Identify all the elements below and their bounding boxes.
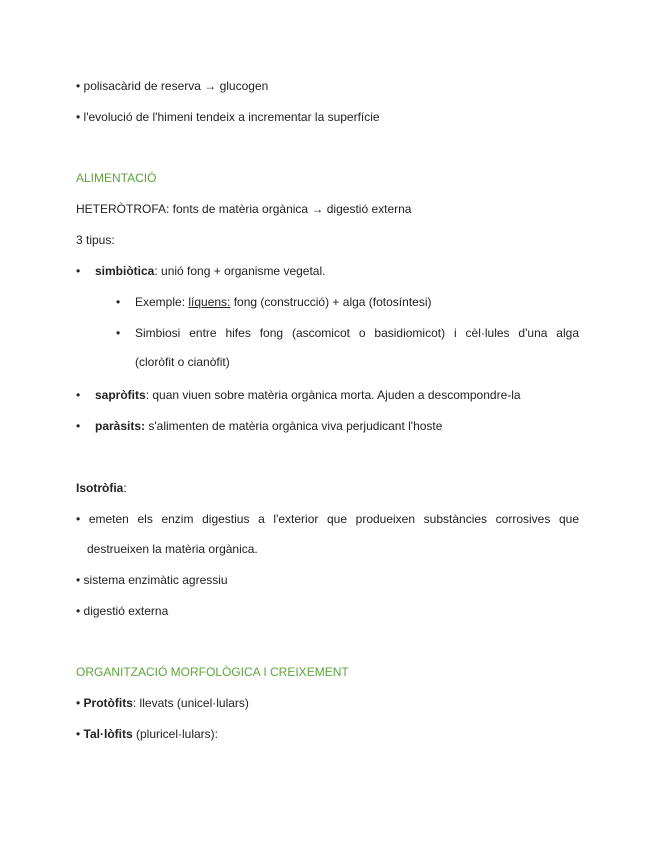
liquens-text: fong (construcció) + alga (fotosíntesi) (230, 295, 432, 309)
saprofits-text: : quan viuen sobre matèria orgànica morta. Ajuden a descompondre-la (145, 388, 521, 402)
term-parasits: paràsits: (95, 419, 146, 433)
term-talofits: Tal·lòfits (83, 727, 133, 741)
heterotrofa-line: HETERÒTROFA: fonts de matèria orgànica → digestió externa (76, 202, 412, 216)
isotrofia-bullet-1-line-2: destrueixen la matèria orgànica. (87, 542, 258, 556)
list-item-exemple-liquens (116, 294, 431, 310)
exemple-label: Exemple: (135, 295, 189, 309)
list-item-protofits (76, 695, 249, 711)
isotrofia-bullet-1-line-1: • emeten els enzim digestius a l'exterior que produeixen substàncies corrosives que (76, 512, 579, 526)
simbiosi-line-1: Simbiosi entre hifes fong (ascomicot o basidiomicot) i cèl·lules d'una alga (135, 326, 579, 340)
tipus-line: 3 tipus: (76, 233, 115, 247)
bullet-marker: • (116, 326, 121, 340)
term-saprofits: sapròfits (95, 388, 146, 402)
bullet-marker: • (116, 295, 121, 309)
section-heading-alimentacio: ALIMENTACIÓ (76, 171, 157, 185)
protofits-text: : llevats (unicel·lulars) (132, 696, 249, 710)
bullet-marker: • (76, 419, 81, 433)
section-heading-organitzacio: ORGANITZACIÓ MORFOLÒGICA I CREIXEMENT (76, 665, 349, 679)
term-protofits: Protòfits (83, 696, 133, 710)
list-item-talofits (76, 726, 218, 742)
isotrofia-bullet-2: • sistema enzimàtic agressiu (76, 573, 228, 587)
term-isotrofia: Isotròfia (76, 481, 124, 495)
simbiosi-line-2: (cloròfit o cianòfit) (135, 355, 230, 369)
list-item-parasits (76, 418, 442, 434)
list-item-simbiotica (76, 263, 325, 279)
isotrofia-heading (76, 480, 127, 496)
bullet-marker: • (76, 264, 81, 278)
bullet-polisacarid: • polisacàrid de reserva → glucogen (76, 79, 269, 93)
bullet-marker: • (76, 727, 84, 741)
isotrofia-colon: : (123, 481, 127, 495)
simbiotica-text: : unió fong + organisme vegetal. (154, 264, 326, 278)
isotrofia-bullet-3: • digestió externa (76, 604, 169, 618)
parasits-text: s'alimenten de matèria orgànica viva perjudicant l'hoste (145, 419, 443, 433)
talofits-text: (pluricel·lulars): (132, 727, 219, 741)
list-item-saprofits (76, 387, 521, 403)
bullet-marker: • (76, 696, 84, 710)
term-simbiotica: simbiòtica (95, 264, 155, 278)
term-liquens: líquens: (188, 295, 231, 309)
list-item-simbiosi (116, 325, 579, 341)
bullet-evolucio-himeni: • l'evolució de l'himeni tendeix a incrementar la superfície (76, 110, 380, 124)
bullet-marker: • (76, 388, 81, 402)
